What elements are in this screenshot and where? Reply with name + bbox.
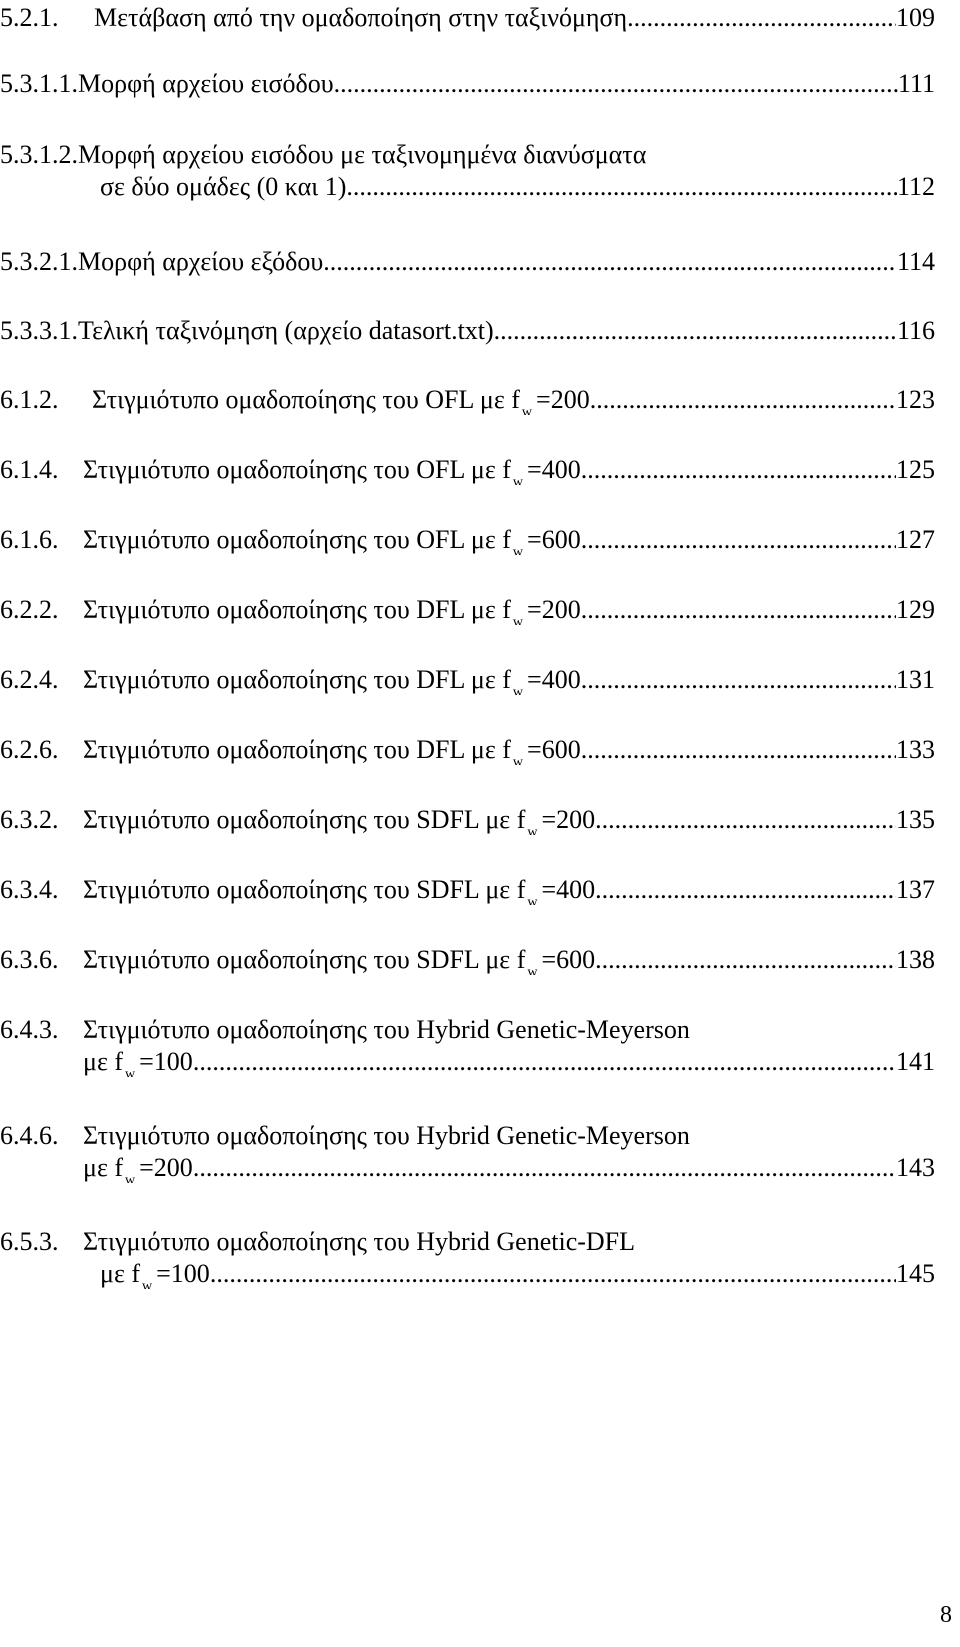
subscript-w: w <box>512 545 524 555</box>
toc-entry-page: 127 <box>896 525 935 554</box>
toc-entry[interactable] <box>0 140 935 202</box>
toc-entry-title: Στιγμιότυπο ομαδοποίησης του DFL με f <box>83 665 511 694</box>
toc-entry[interactable] <box>0 735 935 765</box>
subscript-w: w <box>142 1279 153 1289</box>
toc-entry[interactable] <box>0 1121 935 1183</box>
dot-leader <box>210 1259 896 1289</box>
toc-entry-page: 125 <box>896 455 935 484</box>
toc-entry-page: 138 <box>896 945 935 974</box>
toc-entry[interactable] <box>0 595 935 625</box>
toc-entry-title: Στιγμιότυπο ομαδοποίησης του Hybrid Genetic-Meyerson <box>83 1015 690 1044</box>
toc-entry-page: 145 <box>896 1259 935 1288</box>
dot-leader <box>627 3 896 33</box>
toc-entry[interactable] <box>0 875 935 905</box>
toc-entry[interactable] <box>0 805 935 835</box>
toc-entry-page: 137 <box>896 875 935 904</box>
toc-entry[interactable] <box>0 1227 935 1289</box>
toc-entry-number: 5.3.2.1. <box>0 247 78 276</box>
toc-entry-number: 6.4.6. <box>0 1121 59 1150</box>
toc-entry-page: 129 <box>896 595 935 624</box>
toc-entry-title: Στιγμιότυπο ομαδοποίησης του DFL με f <box>83 595 511 624</box>
toc-entry-number: 6.5.3. <box>0 1227 59 1256</box>
dot-leader <box>581 735 896 765</box>
toc-entry-title: Τελική ταξινόμηση (αρχείο datasort.txt) <box>78 316 494 345</box>
toc-entry-title: Μορφή αρχείου εξόδου <box>78 247 324 276</box>
toc-entry-number: 5.3.1.2. <box>0 140 78 169</box>
toc-entry-page: 141 <box>896 1047 935 1076</box>
subscript-w: w <box>512 685 524 695</box>
toc-entry-value: =600 <box>527 735 581 764</box>
toc-entry-page: 112 <box>896 172 935 201</box>
toc-entry-title: Στιγμιότυπο ομαδοποίησης του Hybrid Genetic-Meyerson <box>83 1121 690 1150</box>
toc-entry-title: Μορφή αρχείου εισόδου με ταξινομημένα διανύσματα <box>78 140 647 169</box>
subscript-w: w <box>527 825 538 835</box>
toc-entry-title-continued: με f <box>83 1047 124 1076</box>
toc-entry-page: 111 <box>897 69 935 98</box>
toc-entry-page: 109 <box>896 3 935 32</box>
dot-leader <box>581 455 896 485</box>
subscript-w: w <box>527 965 538 975</box>
dot-leader <box>595 875 896 905</box>
toc-entry-title: Μορφή αρχείου εισόδου <box>78 69 334 98</box>
toc-entry-title: Στιγμιότυπο ομαδοποίησης του DFL με f <box>83 735 511 764</box>
toc-entry-value: =400 <box>527 665 581 694</box>
page-number: 8 <box>940 1602 952 1628</box>
toc-entry[interactable] <box>0 69 935 99</box>
toc-entry-page: 131 <box>896 665 935 694</box>
toc-entry-value: =200 <box>139 1153 193 1182</box>
subscript-w: w <box>527 895 538 905</box>
toc-entry-value: =100 <box>156 1259 210 1288</box>
toc-entry-number: 6.2.4. <box>0 665 59 694</box>
toc-entry-title: Στιγμιότυπο ομαδοποίησης του OFL με f <box>83 455 511 484</box>
toc-entry-number: 6.1.4. <box>0 455 59 484</box>
dot-leader <box>494 316 897 346</box>
dot-leader <box>334 69 898 99</box>
toc-entry-number: 6.3.6. <box>0 945 59 974</box>
toc-entry-page: 135 <box>896 805 935 834</box>
toc-entry-number: 6.4.3. <box>0 1015 59 1044</box>
toc-entry-page: 133 <box>896 735 935 764</box>
dot-leader <box>581 525 896 555</box>
toc-entry-number: 6.2.2. <box>0 595 59 624</box>
dot-leader <box>595 945 896 975</box>
toc-entry[interactable] <box>0 3 935 33</box>
toc-entry-title: Στιγμιότυπο ομαδοποίησης του OFL με f <box>92 385 520 414</box>
toc-entry-value: =200 <box>536 385 590 414</box>
toc-entry-value: =200 <box>527 595 581 624</box>
dot-leader <box>323 247 897 277</box>
toc-entry-value: =400 <box>541 875 596 904</box>
toc-entry[interactable] <box>0 945 935 975</box>
toc-entry-number: 5.3.1.1. <box>0 69 78 98</box>
toc-entry[interactable] <box>0 1015 935 1077</box>
toc-entry[interactable] <box>0 316 935 346</box>
toc-entry[interactable] <box>0 525 935 555</box>
dot-leader <box>581 665 896 695</box>
toc-entry-value: =600 <box>541 945 596 974</box>
toc-entry-title: Μετάβαση από την ομαδοποίηση στην ταξινόμηση <box>94 3 628 32</box>
subscript-w: w <box>512 475 524 485</box>
toc-entry-page: 114 <box>896 247 935 276</box>
toc-entry-number: 6.1.6. <box>0 525 59 554</box>
toc-entry-title: Στιγμιότυπο ομαδοποίησης του SDFL με f <box>83 945 526 974</box>
dot-leader <box>595 805 896 835</box>
toc-entry-title: Στιγμιότυπο ομαδοποίησης του Hybrid Genetic-DFL <box>83 1227 636 1256</box>
toc-entry[interactable] <box>0 247 935 277</box>
toc-entry-title-continued: με f <box>83 1153 124 1182</box>
toc-entry-page: 143 <box>896 1153 935 1182</box>
subscript-w: w <box>521 405 533 415</box>
toc-entry-title: Στιγμιότυπο ομαδοποίησης του SDFL με f <box>83 875 526 904</box>
toc-entry-number: 6.3.2. <box>0 805 59 834</box>
dot-leader <box>193 1047 896 1077</box>
toc-entry-number: 5.2.1. <box>0 3 59 32</box>
subscript-w: w <box>125 1173 136 1183</box>
toc-entry[interactable] <box>0 665 935 695</box>
dot-leader <box>346 172 897 202</box>
toc-entry-number: 6.2.6. <box>0 735 59 764</box>
toc-entry-value: =400 <box>527 455 581 484</box>
toc-entry-title-continued: με f <box>100 1259 141 1288</box>
toc-entry-title: Στιγμιότυπο ομαδοποίησης του OFL με f <box>83 525 511 554</box>
toc-entry-page: 116 <box>896 316 935 345</box>
toc-entry[interactable] <box>0 455 935 485</box>
toc-entry-number: 5.3.3.1. <box>0 316 78 345</box>
dot-leader <box>581 595 896 625</box>
dot-leader <box>590 385 896 415</box>
toc-entry-value: =200 <box>541 805 596 834</box>
toc-entry-title: Στιγμιότυπο ομαδοποίησης του SDFL με f <box>83 805 526 834</box>
toc-entry[interactable] <box>0 385 935 415</box>
subscript-w: w <box>512 755 524 765</box>
toc-entry-number: 6.1.2. <box>0 385 59 414</box>
toc-entry-value: =600 <box>527 525 581 554</box>
dot-leader <box>193 1153 896 1183</box>
subscript-w: w <box>125 1067 136 1077</box>
toc-entry-value: =100 <box>139 1047 193 1076</box>
toc-entry-title-continued: σε δύο ομάδες (0 και 1) <box>100 172 347 201</box>
subscript-w: w <box>512 615 524 625</box>
toc-entry-number: 6.3.4. <box>0 875 59 904</box>
toc-entry-page: 123 <box>896 385 935 414</box>
